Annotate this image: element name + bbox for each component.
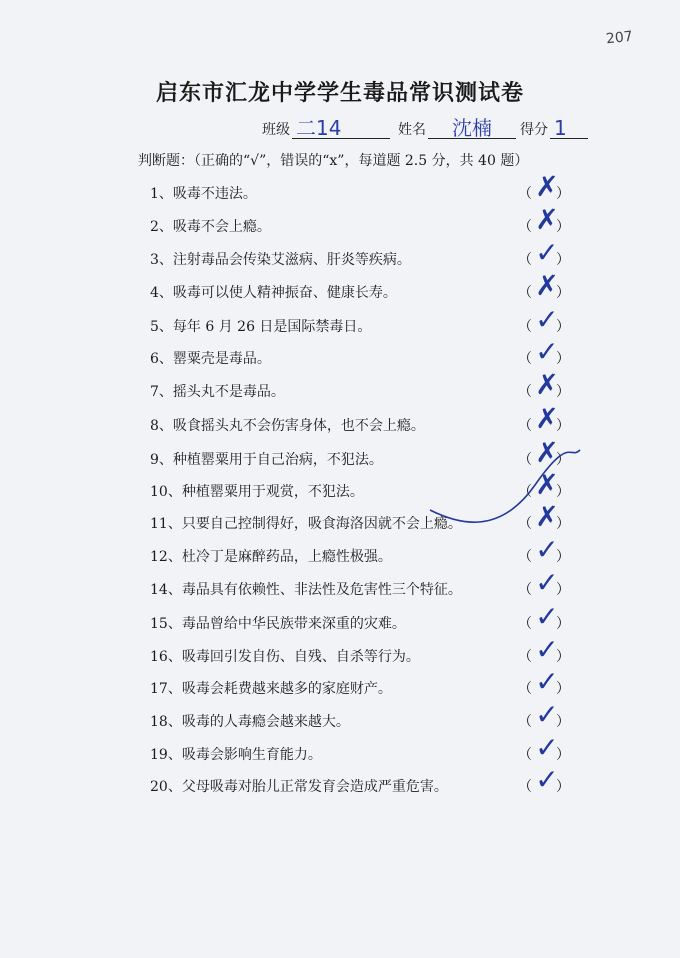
check-mark-icon: ✓ (535, 236, 559, 269)
paren-close: ） (556, 285, 570, 301)
paren-open: （ (518, 582, 532, 598)
question-item (150, 533, 570, 570)
question-text: 16、吸毒回引发自伤、自残、自杀等行为。 (150, 649, 420, 665)
question-item (150, 566, 570, 603)
question-item (150, 698, 570, 735)
class-field[interactable]: 二14 (292, 118, 390, 139)
paren-open: （ (518, 351, 532, 367)
question-item (150, 335, 570, 372)
question-text: 14、毒品具有依赖性、非法性及危害性三个特征。 (150, 582, 462, 598)
cross-mark-icon: ✗ (535, 402, 559, 435)
cross-mark-icon: ✗ (535, 170, 559, 203)
question-item (150, 236, 570, 273)
question-item (150, 368, 570, 405)
paren-close: ） (556, 747, 570, 763)
cross-mark-icon: ✗ (535, 436, 559, 469)
question-text: 12、杜冷丁是麻醉药品，上瘾性极强。 (150, 549, 392, 565)
paren-close: ） (556, 681, 570, 697)
pen-stroke-mark (420, 440, 590, 540)
paren-open: （ (518, 384, 532, 400)
question-item (150, 633, 570, 670)
question-text: 7、摇头丸不是毒品。 (150, 384, 285, 400)
question-item (150, 203, 570, 240)
question-text: 17、吸毒会耗费越来越多的家庭财产。 (150, 681, 392, 697)
question-item (150, 665, 570, 702)
paren-close: ） (556, 186, 570, 202)
paren-close: ） (556, 484, 570, 500)
paren-open: （ (518, 219, 532, 235)
check-mark-icon: ✓ (535, 698, 559, 731)
paren-close: ） (556, 516, 570, 532)
paren-open: （ (518, 186, 532, 202)
page-number: 207 (605, 28, 634, 48)
paren-open: （ (518, 516, 532, 532)
question-text: 9、种植罂粟用于自己治病，不犯法。 (150, 452, 383, 468)
question-text: 5、每年 6 月 26 日是国际禁毒日。 (150, 319, 372, 335)
paren-close: ） (556, 418, 570, 434)
question-item (150, 600, 570, 637)
cross-mark-icon: ✗ (535, 500, 559, 533)
cross-mark-icon: ✗ (535, 368, 559, 401)
paren-close: ） (556, 549, 570, 565)
question-text: 3、注射毒品会传染艾滋病、肝炎等疾病。 (150, 252, 411, 268)
paren-open: （ (518, 681, 532, 697)
paren-open: （ (518, 484, 532, 500)
paren-open: （ (518, 549, 532, 565)
cross-mark-icon: ✗ (535, 468, 559, 501)
paren-open: （ (518, 418, 532, 434)
paren-close: ） (556, 452, 570, 468)
question-item (150, 269, 570, 306)
question-text: 15、毒品曾给中华民族带来深重的灾难。 (150, 616, 406, 632)
check-mark-icon: ✓ (535, 533, 559, 566)
paren-close: ） (556, 319, 570, 335)
check-mark-icon: ✓ (535, 665, 559, 698)
paren-open: （ (518, 714, 532, 730)
question-item (150, 731, 570, 768)
check-mark-icon: ✓ (535, 566, 559, 599)
question-text: 6、罂粟壳是毒品。 (150, 351, 271, 367)
paren-close: ） (556, 351, 570, 367)
paren-open: （ (518, 319, 532, 335)
check-mark-icon: ✓ (535, 633, 559, 666)
question-text: 18、吸毒的人毒瘾会越来越大。 (150, 714, 350, 730)
paren-close: ） (556, 714, 570, 730)
paren-open: （ (518, 452, 532, 468)
question-text: 1、吸毒不违法。 (150, 186, 257, 202)
paren-close: ） (556, 219, 570, 235)
paren-open: （ (518, 252, 532, 268)
paren-open: （ (518, 616, 532, 632)
question-item (150, 763, 570, 800)
check-mark-icon: ✓ (535, 600, 559, 633)
paren-close: ） (556, 252, 570, 268)
score-field[interactable]: 1 (550, 118, 588, 139)
question-item (150, 402, 570, 439)
paren-close: ） (556, 616, 570, 632)
score-label: 得分 (520, 122, 548, 138)
exam-title: 启东市汇龙中学学生毒品常识测试卷 (155, 80, 524, 106)
name-label: 姓名 (398, 122, 426, 138)
paren-close: ） (556, 582, 570, 598)
check-mark-icon: ✓ (535, 731, 559, 764)
question-item (150, 170, 570, 207)
check-mark-icon: ✓ (535, 335, 559, 368)
paren-open: （ (518, 747, 532, 763)
paren-close: ） (556, 779, 570, 795)
question-text: 11、只要自己控制得好，吸食海洛因就不会上瘾。 (150, 516, 462, 532)
name-field[interactable]: 沈楠 (428, 118, 516, 139)
paren-open: （ (518, 649, 532, 665)
check-mark-icon: ✓ (535, 303, 559, 336)
paren-close: ） (556, 384, 570, 400)
question-text: 8、吸食摇头丸不会伤害身体，也不会上瘾。 (150, 418, 425, 434)
cross-mark-icon: ✗ (535, 269, 559, 302)
instructions: 判断题：（正确的“√”，错误的“x”，每道题 2.5 分，共 40 题） (138, 153, 529, 169)
question-item (150, 303, 570, 340)
paren-open: （ (518, 779, 532, 795)
question-text: 19、吸毒会影响生育能力。 (150, 747, 322, 763)
check-mark-icon: ✓ (535, 763, 559, 796)
paren-open: （ (518, 285, 532, 301)
question-text: 2、吸毒不会上瘾。 (150, 219, 271, 235)
paren-close: ） (556, 649, 570, 665)
question-text: 20、父母吸毒对胎儿正常发育会造成严重危害。 (150, 779, 448, 795)
class-label: 班级 (262, 122, 290, 138)
cross-mark-icon: ✗ (535, 203, 559, 236)
question-text: 10、种植罂粟用于观赏，不犯法。 (150, 484, 364, 500)
question-text: 4、吸毒可以使人精神振奋、健康长寿。 (150, 285, 397, 301)
